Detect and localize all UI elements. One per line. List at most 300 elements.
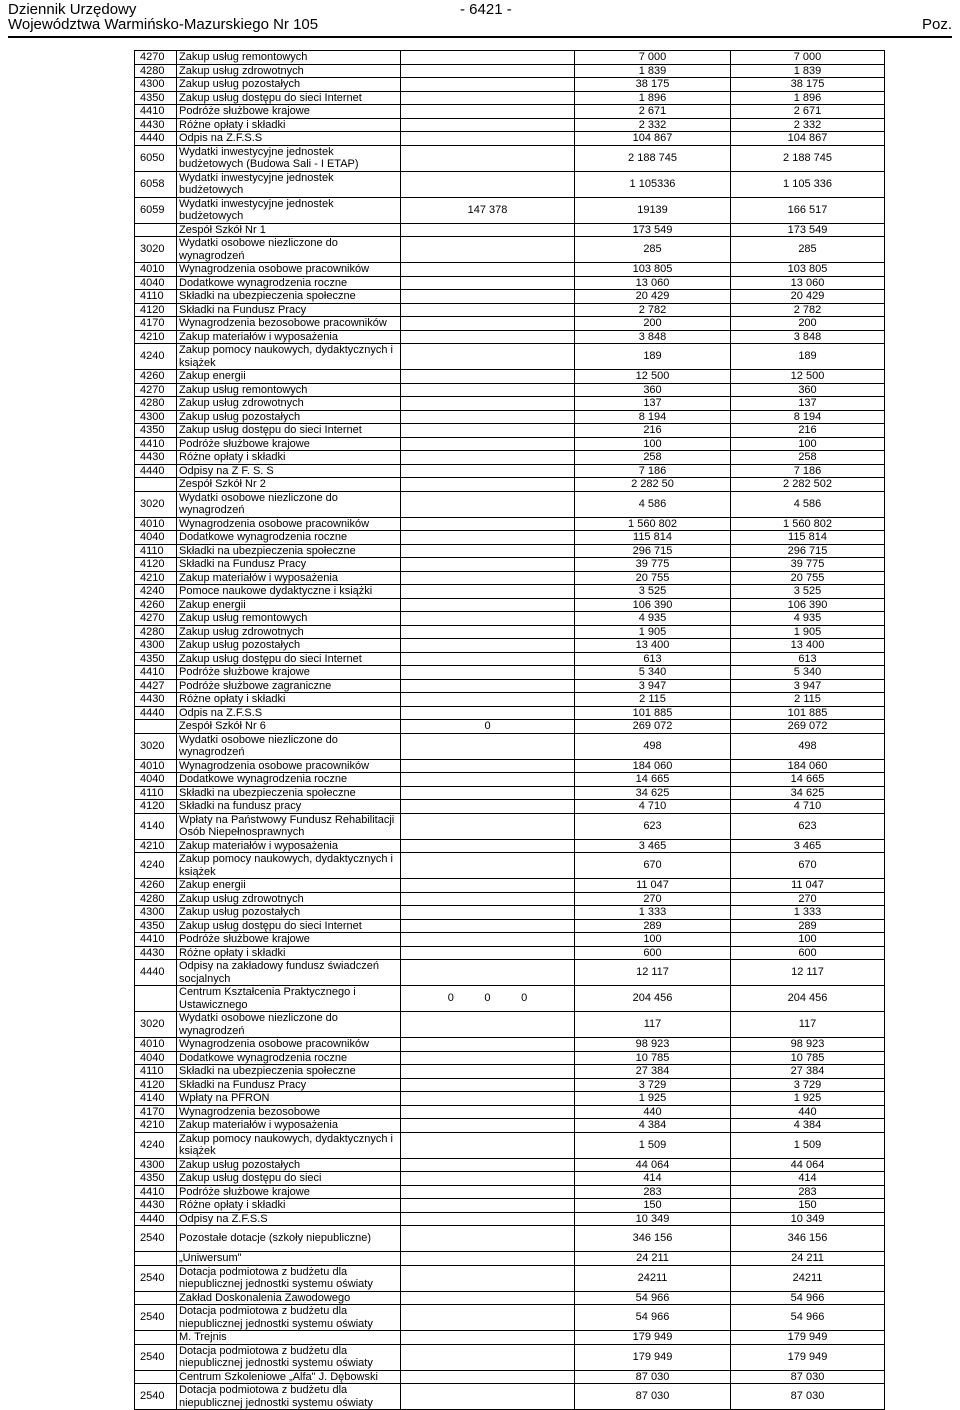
amount-column-2: 1 896 — [575, 91, 731, 105]
amount-column-3: 87 030 — [731, 1370, 885, 1384]
classification-code: 4260 — [135, 370, 177, 384]
expense-description: Zakup usług remontowych — [177, 51, 401, 65]
amount-column-1: 0 0 0 — [401, 986, 575, 1012]
amount-column-2: 216 — [575, 424, 731, 438]
expense-description: Wydatki inwestycyjne jednostek budżetowych — [177, 197, 401, 223]
expense-description: Dodatkowe wynagrodzenia roczne — [177, 773, 401, 787]
amount-column-2: 4 710 — [575, 800, 731, 814]
classification-code: 4410 — [135, 1185, 177, 1199]
classification-code: 2540 — [135, 1305, 177, 1331]
classification-code: 4427 — [135, 679, 177, 693]
table-row — [135, 679, 885, 693]
expense-description: Pomoce naukowe dydaktyczne i książki — [177, 585, 401, 599]
expense-description: Zakup usług dostępu do sieci Internet — [177, 424, 401, 438]
amount-column-3: 87 030 — [731, 1384, 885, 1410]
expense-description: Pozostałe dotacje (szkoły niepubliczne) — [177, 1226, 401, 1252]
amount-column-2: 269 072 — [575, 720, 731, 734]
amount-column-2: 1 925 — [575, 1092, 731, 1106]
classification-code — [135, 1331, 177, 1345]
classification-code: 3020 — [135, 491, 177, 517]
amount-column-2: 87 030 — [575, 1384, 731, 1410]
classification-code: 4300 — [135, 78, 177, 92]
amount-column-1 — [401, 171, 575, 197]
amount-column-3: 117 — [731, 1012, 885, 1038]
table-row — [135, 652, 885, 666]
amount-column-1 — [401, 64, 575, 78]
amount-column-1 — [401, 451, 575, 465]
amount-column-3: 4 935 — [731, 612, 885, 626]
table-row — [135, 813, 885, 839]
table-row — [135, 263, 885, 277]
amount-column-2: 2 282 50 — [575, 478, 731, 492]
amount-column-3: 150 — [731, 1199, 885, 1213]
table-row — [135, 919, 885, 933]
expense-description: Składki na fundusz pracy — [177, 800, 401, 814]
amount-column-1 — [401, 491, 575, 517]
table-row — [135, 706, 885, 720]
classification-code: 4350 — [135, 652, 177, 666]
expense-description: Odpisy na Z.F.S.S — [177, 1212, 401, 1226]
classification-code: 4350 — [135, 1172, 177, 1186]
classification-code: 4210 — [135, 839, 177, 853]
amount-column-1 — [401, 679, 575, 693]
expense-description: Składki na ubezpieczenia społeczne — [177, 786, 401, 800]
classification-code: 6058 — [135, 171, 177, 197]
classification-code: 4350 — [135, 424, 177, 438]
amount-column-2: 173 549 — [575, 223, 731, 237]
amount-column-2: 103 805 — [575, 263, 731, 277]
classification-code: 4440 — [135, 132, 177, 146]
table-row — [135, 171, 885, 197]
table-row — [135, 237, 885, 263]
expense-description: Zakup pomocy naukowych, dydaktycznych i książek — [177, 344, 401, 370]
amount-column-2: 204 456 — [575, 986, 731, 1012]
expense-description: Zakup materiałów i wyposażenia — [177, 1119, 401, 1133]
table-row — [135, 303, 885, 317]
classification-code: 4410 — [135, 105, 177, 119]
expense-description: Zakup usług zdrowotnych — [177, 64, 401, 78]
position-label: Poz. — [921, 16, 952, 33]
classification-code — [135, 720, 177, 734]
table-row — [135, 558, 885, 572]
amount-column-2: 12 117 — [575, 960, 731, 986]
amount-column-3: 623 — [731, 813, 885, 839]
amount-column-3: 440 — [731, 1105, 885, 1119]
classification-code — [135, 478, 177, 492]
classification-code: 4440 — [135, 1212, 177, 1226]
amount-column-2: 200 — [575, 317, 731, 331]
amount-column-2: 346 156 — [575, 1226, 731, 1252]
amount-column-1 — [401, 132, 575, 146]
amount-column-3: 137 — [731, 397, 885, 411]
amount-column-3: 670 — [731, 853, 885, 879]
classification-code — [135, 1370, 177, 1384]
classification-code: 4040 — [135, 773, 177, 787]
amount-column-3: 258 — [731, 451, 885, 465]
amount-column-1 — [401, 145, 575, 171]
classification-code: 4410 — [135, 666, 177, 680]
expense-description: Wydatki inwestycyjne jednostek budżetowych — [177, 171, 401, 197]
amount-column-2: 54 966 — [575, 1291, 731, 1305]
amount-column-1 — [401, 410, 575, 424]
amount-column-3: 13 060 — [731, 276, 885, 290]
expense-description: Zespół Szkół Nr 2 — [177, 478, 401, 492]
classification-code: 4110 — [135, 290, 177, 304]
amount-column-1 — [401, 1065, 575, 1079]
amount-column-3: 115 814 — [731, 531, 885, 545]
amount-column-2: 3 729 — [575, 1078, 731, 1092]
table-row — [135, 786, 885, 800]
amount-column-1 — [401, 733, 575, 759]
classification-code — [135, 1291, 177, 1305]
amount-column-3: 1 333 — [731, 906, 885, 920]
amount-column-3: 200 — [731, 317, 885, 331]
amount-column-3: 5 340 — [731, 666, 885, 680]
table-row — [135, 839, 885, 853]
classification-code: 6050 — [135, 145, 177, 171]
classification-code: 4120 — [135, 558, 177, 572]
table-row — [135, 1078, 885, 1092]
amount-column-3: 2 671 — [731, 105, 885, 119]
amount-column-3: 3 947 — [731, 679, 885, 693]
amount-column-1 — [401, 1291, 575, 1305]
table-row — [135, 585, 885, 599]
classification-code: 4010 — [135, 517, 177, 531]
amount-column-1 — [401, 1038, 575, 1052]
budget-table-body — [135, 51, 885, 1410]
amount-column-2: 3 465 — [575, 839, 731, 853]
table-row — [135, 1344, 885, 1370]
classification-code: 3020 — [135, 237, 177, 263]
expense-description: Wynagrodzenia osobowe pracowników — [177, 1038, 401, 1052]
classification-code: 4170 — [135, 317, 177, 331]
table-row — [135, 892, 885, 906]
amount-column-2: 258 — [575, 451, 731, 465]
amount-column-1 — [401, 1158, 575, 1172]
header-rule — [8, 36, 952, 38]
table-row — [135, 1226, 885, 1252]
table-row — [135, 986, 885, 1012]
classification-code: 4240 — [135, 1132, 177, 1158]
amount-column-3: 103 805 — [731, 263, 885, 277]
classification-code: 4430 — [135, 946, 177, 960]
classification-code: 4430 — [135, 451, 177, 465]
amount-column-1 — [401, 773, 575, 787]
amount-column-2: 10 349 — [575, 1212, 731, 1226]
amount-column-1 — [401, 1212, 575, 1226]
amount-column-1 — [401, 1331, 575, 1345]
amount-column-2: 1 560 802 — [575, 517, 731, 531]
expense-description: Wydatki osobowe niezliczone do wynagrodzeń — [177, 491, 401, 517]
table-row — [135, 1212, 885, 1226]
table-row — [135, 1185, 885, 1199]
expense-description: Wynagrodzenia bezosobowe pracowników — [177, 317, 401, 331]
classification-code: 4270 — [135, 51, 177, 65]
amount-column-3: 2 188 745 — [731, 145, 885, 171]
expense-description: Odpis na Z.F.S.S — [177, 132, 401, 146]
table-row — [135, 1291, 885, 1305]
amount-column-2: 3 525 — [575, 585, 731, 599]
expense-description: Dodatkowe wynagrodzenia roczne — [177, 276, 401, 290]
classification-code: 4240 — [135, 344, 177, 370]
amount-column-3: 4 384 — [731, 1119, 885, 1133]
expense-description: Wydatki osobowe niezliczone do wynagrodzeń — [177, 1012, 401, 1038]
classification-code: 4280 — [135, 892, 177, 906]
table-row — [135, 51, 885, 65]
amount-column-3: 1 839 — [731, 64, 885, 78]
amount-column-2: 11 047 — [575, 879, 731, 893]
amount-column-3: 600 — [731, 946, 885, 960]
amount-column-2: 4 384 — [575, 1119, 731, 1133]
amount-column-2: 44 064 — [575, 1158, 731, 1172]
table-row — [135, 330, 885, 344]
table-row — [135, 853, 885, 879]
amount-column-2: 296 715 — [575, 544, 731, 558]
classification-code: 4300 — [135, 1158, 177, 1172]
classification-code: 4300 — [135, 410, 177, 424]
amount-column-3: 2 782 — [731, 303, 885, 317]
table-row — [135, 531, 885, 545]
amount-column-3: 346 156 — [731, 1226, 885, 1252]
expense-description: Wydatki osobowe niezliczone do wynagrodzeń — [177, 237, 401, 263]
budget-table — [134, 50, 885, 1410]
classification-code: 4110 — [135, 786, 177, 800]
expense-description: Zakup usług dostępu do sieci Internet — [177, 91, 401, 105]
expense-description: Zakup energii — [177, 879, 401, 893]
amount-column-3: 285 — [731, 237, 885, 263]
table-row — [135, 197, 885, 223]
amount-column-2: 3 848 — [575, 330, 731, 344]
amount-column-1 — [401, 853, 575, 879]
amount-column-3: 270 — [731, 892, 885, 906]
expense-description: Zakup usług pozostałych — [177, 410, 401, 424]
voivodeship-issue: Województwa Warmińsko-Mazurskiego Nr 105 — [8, 16, 319, 33]
amount-column-1 — [401, 118, 575, 132]
table-row — [135, 1065, 885, 1079]
table-row — [135, 344, 885, 370]
classification-code: 6059 — [135, 197, 177, 223]
amount-column-3: 2 332 — [731, 118, 885, 132]
amount-column-1 — [401, 625, 575, 639]
amount-column-3: 100 — [731, 437, 885, 451]
amount-column-3: 100 — [731, 933, 885, 947]
amount-column-1 — [401, 666, 575, 680]
expense-description: Wpłaty na Państwowy Fundusz Rehabilitacji Osób Niepełnosprawnych — [177, 813, 401, 839]
classification-code: 4110 — [135, 1065, 177, 1079]
amount-column-1 — [401, 839, 575, 853]
expense-description: Dodatkowe wynagrodzenia roczne — [177, 531, 401, 545]
amount-column-3: 1 896 — [731, 91, 885, 105]
expense-description: Składki na ubezpieczenia społeczne — [177, 290, 401, 304]
amount-column-1 — [401, 1185, 575, 1199]
classification-code: 4240 — [135, 585, 177, 599]
expense-description: Zakup usług remontowych — [177, 383, 401, 397]
table-row — [135, 223, 885, 237]
page-header — [8, 0, 952, 40]
table-row — [135, 1370, 885, 1384]
table-row — [135, 78, 885, 92]
amount-column-2: 115 814 — [575, 531, 731, 545]
classification-code: 4140 — [135, 1092, 177, 1106]
amount-column-1 — [401, 585, 575, 599]
expense-description: Zakup pomocy naukowych, dydaktycznych i książek — [177, 1132, 401, 1158]
amount-column-3: 54 966 — [731, 1305, 885, 1331]
classification-code: 4440 — [135, 464, 177, 478]
amount-column-3: 34 625 — [731, 786, 885, 800]
amount-column-2: 100 — [575, 933, 731, 947]
amount-column-1 — [401, 946, 575, 960]
amount-column-1 — [401, 437, 575, 451]
table-row — [135, 91, 885, 105]
amount-column-2: 2 782 — [575, 303, 731, 317]
classification-code: 4350 — [135, 919, 177, 933]
table-row — [135, 118, 885, 132]
classification-code: 4280 — [135, 625, 177, 639]
table-row — [135, 1119, 885, 1133]
expense-description: Podróże służbowe krajowe — [177, 666, 401, 680]
expense-description: Składki na Fundusz Pracy — [177, 303, 401, 317]
classification-code: 3020 — [135, 733, 177, 759]
classification-code: 4210 — [135, 571, 177, 585]
table-row — [135, 800, 885, 814]
amount-column-3: 296 715 — [731, 544, 885, 558]
amount-column-2: 38 175 — [575, 78, 731, 92]
table-row — [135, 276, 885, 290]
amount-column-3: 101 885 — [731, 706, 885, 720]
amount-column-1 — [401, 531, 575, 545]
table-row — [135, 598, 885, 612]
table-row — [135, 571, 885, 585]
expense-description: Zakup usług zdrowotnych — [177, 625, 401, 639]
amount-column-3: 269 072 — [731, 720, 885, 734]
expense-description: Wpłaty na PFRON — [177, 1092, 401, 1106]
amount-column-2: 54 966 — [575, 1305, 731, 1331]
classification-code: 4440 — [135, 706, 177, 720]
classification-code: 4270 — [135, 383, 177, 397]
amount-column-1 — [401, 879, 575, 893]
amount-column-2: 5 340 — [575, 666, 731, 680]
amount-column-2: 150 — [575, 1199, 731, 1213]
classification-code: 4010 — [135, 1038, 177, 1052]
amount-column-3: 189 — [731, 344, 885, 370]
amount-column-2: 613 — [575, 652, 731, 666]
amount-column-2: 1 333 — [575, 906, 731, 920]
expense-description: Różne opłaty i składki — [177, 1199, 401, 1213]
amount-column-3: 39 775 — [731, 558, 885, 572]
amount-column-2: 87 030 — [575, 1370, 731, 1384]
amount-column-3: 13 400 — [731, 639, 885, 653]
amount-column-3: 8 194 — [731, 410, 885, 424]
expense-description: Centrum Kształcenia Praktycznego i Ustawicznego — [177, 986, 401, 1012]
table-row — [135, 64, 885, 78]
expense-description: Zakup materiałów i wyposażenia — [177, 571, 401, 585]
amount-column-1 — [401, 639, 575, 653]
amount-column-1 — [401, 1105, 575, 1119]
amount-column-1 — [401, 706, 575, 720]
amount-column-1 — [401, 960, 575, 986]
amount-column-2: 283 — [575, 1185, 731, 1199]
expense-description: Zakup materiałów i wyposażenia — [177, 839, 401, 853]
amount-column-2: 13 400 — [575, 639, 731, 653]
amount-column-1: 147 378 — [401, 197, 575, 223]
amount-column-1 — [401, 1226, 575, 1252]
table-row — [135, 1305, 885, 1331]
amount-column-2: 670 — [575, 853, 731, 879]
expense-description: Różne opłaty i składki — [177, 693, 401, 707]
classification-code — [135, 1252, 177, 1266]
amount-column-1 — [401, 612, 575, 626]
amount-column-1 — [401, 303, 575, 317]
amount-column-3: 20 755 — [731, 571, 885, 585]
classification-code: 4140 — [135, 813, 177, 839]
page-number: - 6421 - — [460, 1, 512, 18]
amount-column-3: 14 665 — [731, 773, 885, 787]
expense-description: Zakup energii — [177, 370, 401, 384]
expense-description: Podróże służbowe krajowe — [177, 437, 401, 451]
amount-column-1 — [401, 478, 575, 492]
amount-column-1 — [401, 1119, 575, 1133]
amount-column-1: 0 — [401, 720, 575, 734]
table-row — [135, 946, 885, 960]
classification-code: 4280 — [135, 397, 177, 411]
expense-description: Wynagrodzenia osobowe pracowników — [177, 517, 401, 531]
expense-description: Zakup usług dostępu do sieci — [177, 1172, 401, 1186]
amount-column-3: 179 949 — [731, 1344, 885, 1370]
amount-column-1 — [401, 290, 575, 304]
expense-description: Zakup materiałów i wyposażenia — [177, 330, 401, 344]
expense-description: Zakup usług pozostałych — [177, 639, 401, 653]
amount-column-1 — [401, 1132, 575, 1158]
expense-description: Wynagrodzenia osobowe pracowników — [177, 759, 401, 773]
amount-column-3: 360 — [731, 383, 885, 397]
amount-column-3: 11 047 — [731, 879, 885, 893]
amount-column-3: 1 925 — [731, 1092, 885, 1106]
table-row — [135, 1092, 885, 1106]
amount-column-2: 101 885 — [575, 706, 731, 720]
expense-description: Odpisy na Z F. S. S — [177, 464, 401, 478]
amount-column-1 — [401, 1370, 575, 1384]
amount-column-3: 283 — [731, 1185, 885, 1199]
expense-description: Dotacja podmiotowa z budżetu dla niepublicznej jednostki systemu oświaty — [177, 1265, 401, 1291]
expense-description: Wydatki inwestycyjne jednostek budżetowych (Budowa Sali - I ETAP) — [177, 145, 401, 171]
amount-column-3: 1 105 336 — [731, 171, 885, 197]
amount-column-1 — [401, 1199, 575, 1213]
table-row — [135, 424, 885, 438]
amount-column-2: 289 — [575, 919, 731, 933]
classification-code: 4040 — [135, 531, 177, 545]
journal-title: Dziennik Urzędowy — [8, 1, 137, 18]
table-row — [135, 1038, 885, 1052]
amount-column-2: 20 429 — [575, 290, 731, 304]
amount-column-3: 3 525 — [731, 585, 885, 599]
table-row — [135, 145, 885, 171]
amount-column-3: 10 349 — [731, 1212, 885, 1226]
amount-column-2: 19139 — [575, 197, 731, 223]
expense-description: Zakup pomocy naukowych, dydaktycznych i książek — [177, 853, 401, 879]
table-row — [135, 317, 885, 331]
table-row — [135, 1199, 885, 1213]
amount-column-1 — [401, 424, 575, 438]
amount-column-3: 24 211 — [731, 1252, 885, 1266]
amount-column-2: 27 384 — [575, 1065, 731, 1079]
amount-column-3: 1 905 — [731, 625, 885, 639]
classification-code: 4110 — [135, 544, 177, 558]
expense-description: Zakup usług remontowych — [177, 612, 401, 626]
amount-column-3: 12 500 — [731, 370, 885, 384]
expense-description: Dotacja podmiotowa z budżetu dla niepublicznej jednostki systemu oświaty — [177, 1384, 401, 1410]
table-row — [135, 437, 885, 451]
classification-code: 2540 — [135, 1384, 177, 1410]
